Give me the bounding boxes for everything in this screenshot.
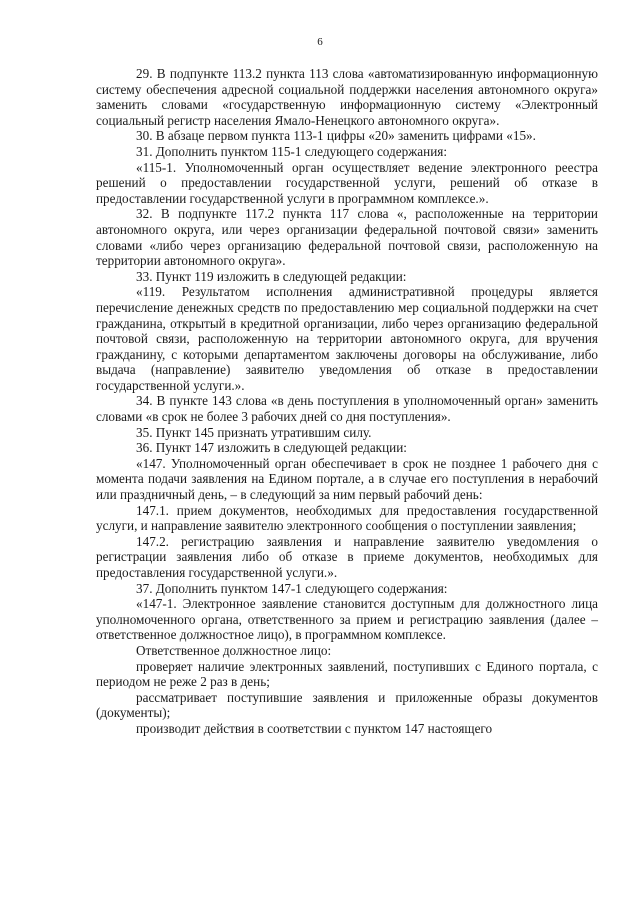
paragraph-29: 29. В подпункте 113.2 пункта 113 слова «автоматизированную информационную систему обеспечения адресной социальной поддержки населения автономного округа» заменить словами «государственную информационную систему «Электронный социальный регистр населения Ямало-Ненецкого автономного округа».: [96, 66, 598, 128]
paragraph-115-1: «115-1. Уполномоченный орган осуществляет ведение электронного реестра решений о предоставлении государственной услуги, решений об отказе в предоставлении государственной услуги в программном комплексе.».: [96, 159, 598, 206]
paragraph-31: 31. Дополнить пунктом 115-1 следующего содержания:: [136, 143, 447, 159]
paragraph-119: «119. Результатом исполнения административной процедуры является перечисление денежных средств по предоставлению мер социальной поддержки на счет гражданина, открытый в кредитной организации, либо через организацию федеральной почтовой связи, расположенную на территории автономного округа, для вручения гражданину, с которыми департаментом заключены договоры на обслуживание, либо выдача (направление) заявителю уведомления об отказе в предоставлении государственной услуги.».: [96, 284, 598, 393]
page-number: 6: [317, 36, 323, 48]
paragraph-147-2-item: 147.2. регистрацию заявления и направление заявителю уведомления о регистрации заявления либо об отказе в приеме документов, необходимых для предоставления государственной услуги.».: [96, 533, 598, 580]
paragraph-34: 34. В пункте 143 слова «в день поступления в уполномоченный орган» заменить словами «в срок не более 3 рабочих дней со дня поступления».: [96, 393, 598, 425]
paragraph-37: 37. Дополнить пунктом 147-1 следующего содержания:: [136, 580, 448, 596]
paragraph-checks: проверяет наличие электронных заявлений, поступивших с Единого портала, с периодом не реже 2 раз в день;: [96, 658, 598, 690]
document-body: [96, 66, 598, 737]
paragraph-responsible-official: Ответственное должностное лицо:: [136, 642, 332, 658]
paragraph-33: 33. Пункт 119 изложить в следующей редакции:: [136, 268, 407, 284]
paragraph-30: 30. В абзаце первом пункта 113-1 цифры «20» заменить цифрами «15».: [136, 128, 536, 144]
paragraph-performs: производит действия в соответствии с пунктом 147 настоящего: [136, 720, 493, 736]
paragraph-147-1: «147-1. Электронное заявление становится доступным для должностного лица уполномоченного органа, ответственного за прием и регистрацию заявления (далее – ответственное должностное лицо), в программном комплексе.: [96, 596, 598, 643]
paragraph-32: 32. В подпункте 117.2 пункта 117 слова «, расположенные на территории автономного округа, или через организации федеральной почтовой связи» заменить словами «либо через организацию федеральной почтовой связи, расположенную на территории автономного округа».: [96, 206, 598, 269]
paragraph-147: «147. Уполномоченный орган обеспечивает в срок не позднее 1 рабочего дня с момента подачи заявления на Едином портале, а в случае его поступления в нерабочий или праздничный день, – в следующий за ним первый рабочий день:: [96, 455, 598, 503]
paragraph-36: 36. Пункт 147 изложить в следующей редакции:: [136, 440, 407, 456]
paragraph-35: 35. Пункт 145 признать утратившим силу.: [136, 424, 372, 440]
paragraph-147-1-item: 147.1. прием документов, необходимых для предоставления государственной услуги, и направление заявителю электронного сообщения о поступлении заявления;: [96, 502, 598, 534]
paragraph-reviews: рассматривает поступившие заявления и приложенные образы документов (документы);: [96, 689, 598, 721]
